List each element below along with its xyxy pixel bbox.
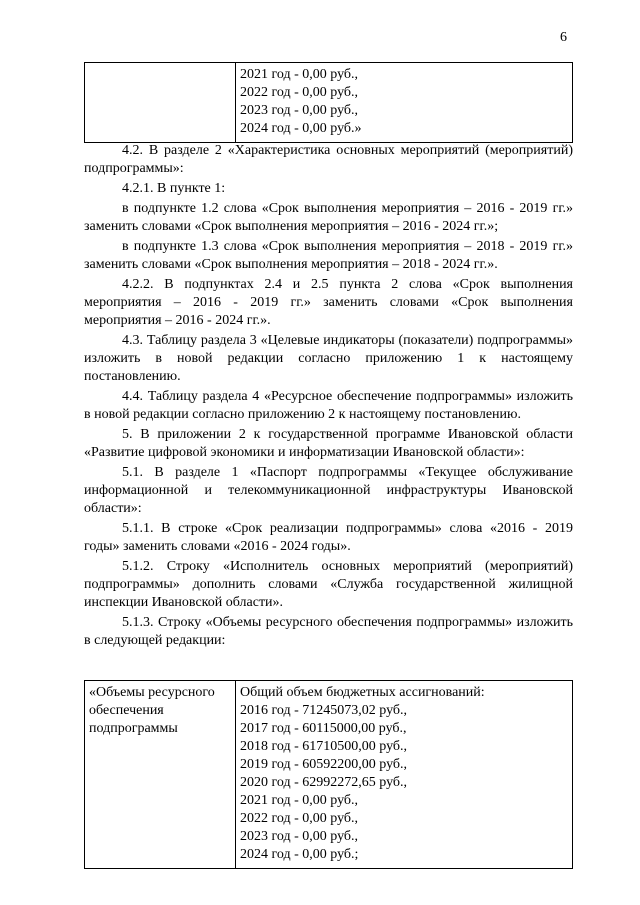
bottom-table-line: Общий объем бюджетных ассигнований:: [240, 685, 485, 700]
bottom-table-line: 2022 год - 0,00 руб.,: [240, 811, 359, 826]
bottom-table: [84, 680, 573, 869]
bottom-table-line: 2017 год - 60115000,00 руб.,: [240, 721, 407, 736]
paragraph: 4.3. Таблицу раздела 3 «Целевые индикаторы (показатели) подпрограммы» изложить в новой редакции согласно приложению 1 к настоящему постановлению.: [84, 333, 573, 384]
paragraph: 4.4. Таблицу раздела 4 «Ресурсное обеспечение подпрограммы» изложить в новой редакции согласно приложению 2 к настоящему постановлению.: [84, 389, 573, 422]
bottom-table-line: 2023 год - 0,00 руб.,: [240, 829, 359, 844]
top-table-right-cell: [236, 63, 573, 143]
body-text: [84, 142, 573, 652]
paragraph: 4.2.1. В пункте 1:: [122, 181, 226, 196]
top-table-line: 2024 год - 0,00 руб.»: [240, 121, 362, 136]
paragraph: 5.1.2. Строку «Исполнитель основных мероприятий (мероприятий) подпрограммы» дополнить словами «Служба государственной жилищной инспекции Ивановской области».: [84, 559, 573, 610]
top-table-left-cell: [85, 63, 236, 143]
top-table-line: 2023 год - 0,00 руб.,: [240, 103, 359, 118]
top-table-line: 2022 год - 0,00 руб.,: [240, 85, 359, 100]
paragraph: в подпункте 1.2 слова «Срок выполнения мероприятия – 2016 - 2019 гг.» заменить словами «Срок выполнения мероприятия – 2016 - 2024 гг.»;: [84, 201, 573, 234]
paragraph: в подпункте 1.3 слова «Срок выполнения мероприятия – 2018 - 2019 гг.» заменить словами «Срок выполнения мероприятия – 2018 - 2024 гг.».: [84, 239, 573, 272]
paragraph: 4.2.2. В подпунктах 2.4 и 2.5 пункта 2 слова «Срок выполнения мероприятия – 2016 - 2019 гг.» заменить словами «Срок выполнения мероприятия – 2016 - 2024 гг.».: [84, 277, 573, 328]
top-table: [84, 62, 573, 143]
paragraph: 5.1.3. Строку «Объемы ресурсного обеспечения подпрограммы» изложить в следующей редакции:: [84, 615, 573, 648]
paragraph: 5.1. В разделе 1 «Паспорт подпрограммы «Текущее обслуживание информационной и телекоммуникационной инфраструктуры Ивановской области»:: [84, 465, 573, 516]
bottom-table-line: 2016 год - 71245073,02 руб.,: [240, 703, 408, 718]
bottom-table-line: 2024 год - 0,00 руб.;: [240, 847, 359, 862]
page-number: 6: [560, 30, 567, 45]
paragraph: 5. В приложении 2 к государственной программе Ивановской области «Развитие цифровой экономики и информатизации Ивановской области»:: [84, 427, 573, 460]
top-table-line: 2021 год - 0,00 руб.,: [240, 67, 359, 82]
bottom-table-line: 2019 год - 60592200,00 руб.,: [240, 757, 408, 772]
bottom-table-left-cell: «Объемы ресурсного обеспечения подпрограммы: [85, 681, 236, 869]
bottom-table-line: 2021 год - 0,00 руб.,: [240, 793, 359, 808]
paragraph: 4.2. В разделе 2 «Характеристика основных мероприятий (мероприятий) подпрограммы»:: [84, 143, 573, 176]
bottom-table-line: 2020 год - 62992272,65 руб.,: [240, 775, 408, 790]
bottom-table-line: 2018 год - 61710500,00 руб.,: [240, 739, 408, 754]
paragraph: 5.1.1. В строке «Срок реализации подпрограммы» слова «2016 - 2019 годы» заменить словами «2016 - 2024 годы».: [84, 521, 573, 554]
bottom-table-right-cell: [236, 681, 573, 869]
